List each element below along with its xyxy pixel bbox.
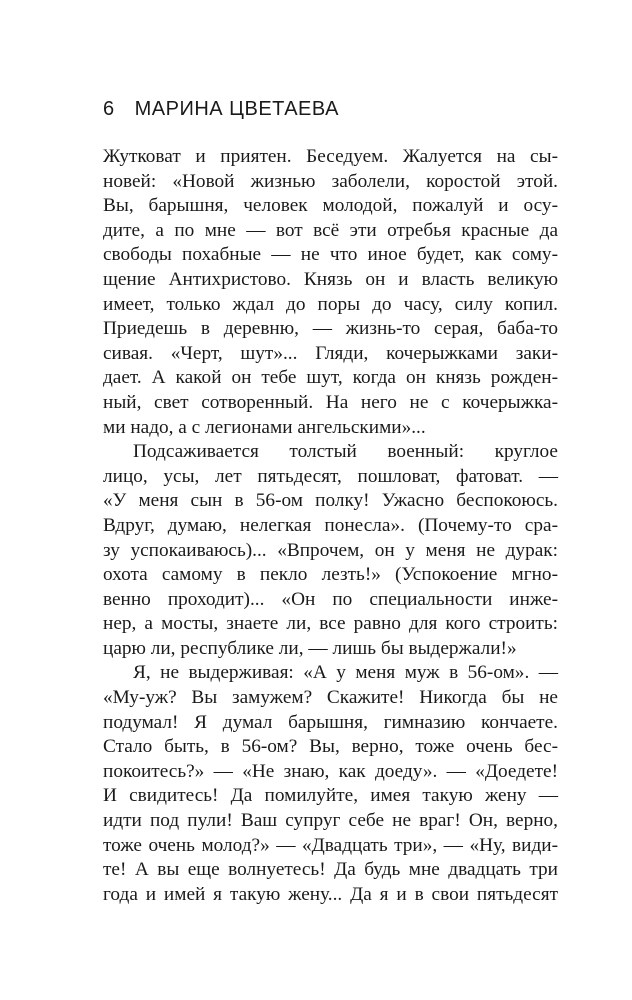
text-line: дает. А какой он тебе шут, когда он князь рожден- [103,367,558,389]
page-number: 6 [103,98,115,120]
text-line: Я, не выдерживая: «А у меня муж в 56-ом». — [133,662,558,684]
text-line: Стало быть, в 56-ом? Вы, верно, тоже очень бес- [103,736,558,758]
text-line: те! А вы еще волнуетесь! Да будь мне двадцать три [103,859,558,881]
text-line: года и имей я такую жену... Да я и в свои пятьдесят [103,883,558,905]
text-line: «У меня сын в 56-ом полку! Ужасно беспокоюсь. [103,490,558,512]
text-line: ный, свет сотворенный. На него не с кочерыжка- [103,391,558,413]
text-line: царю ли, республике ли, — лишь бы выдержали!» [103,637,517,659]
text-line: зу успокаиваюсь)... «Впрочем, он у меня не дурак: [103,539,558,561]
text-line: нер, а мосты, знаете ли, все равно для кого строить: [103,613,558,635]
text-line: сивая. «Черт, шут»... Гляди, кочерыжками заки- [103,342,558,364]
running-head [103,98,339,121]
text-line: новей: «Новой жизнью заболели, коростой этой. [103,170,558,192]
paragraph [103,440,558,661]
text-line: лицо, усы, лет пятьдесят, пошловат, фатоват. — [103,465,558,487]
paragraph [103,661,558,907]
text-line: свободы похабные — не что иное будет, как сому- [103,244,558,266]
text-line: Подсаживается толстый военный: круглое [133,441,558,463]
text-line: покоитесь?» — «Не знаю, как доеду». — «Доедете! [103,760,558,782]
text-line: Жутковат и приятен. Беседуем. Жалуется на сы- [103,146,558,167]
text-line: дите, а по мне — вот всё эти отребья красные да [103,219,558,241]
text-line: подумал! Я думал барышня, гимназию кончаете. [103,711,558,733]
text-line: ми надо, а с легионами ангельскими»... [103,416,426,438]
text-line: венно проходит)... «Он по специальности инже- [103,588,558,610]
text-line: Вдруг, думаю, нелегкая понесла». (Почему-то сра- [103,514,558,536]
paragraph [103,145,558,440]
author-name: МАРИНА ЦВЕТАЕВА [134,98,339,120]
text-line: «Му-уж? Вы замужем? Скажите! Никогда бы не [103,687,558,709]
text-line: охота самому в пекло лезть!» (Успокоение мгно- [103,564,558,586]
text-line: имеет, только ждал до поры до часу, силу копил. [103,293,558,315]
text-line: тоже очень молод?» — «Двадцать три», — «Ну, види- [103,834,558,856]
text-line: И свидитесь! Да помилуйте, имея такую жену — [103,785,558,807]
text-line: Приедешь в деревню, — жизнь-то серая, баба-то [103,318,558,340]
text-line: Вы, барышня, человек молодой, пожалуй и осу- [103,195,558,217]
text-line: щение Антихристово. Князь он и власть великую [103,268,558,290]
text-line: идти под пули! Ваш супруг себе не враг! Он, верно, [103,810,558,832]
body-text [103,145,558,907]
